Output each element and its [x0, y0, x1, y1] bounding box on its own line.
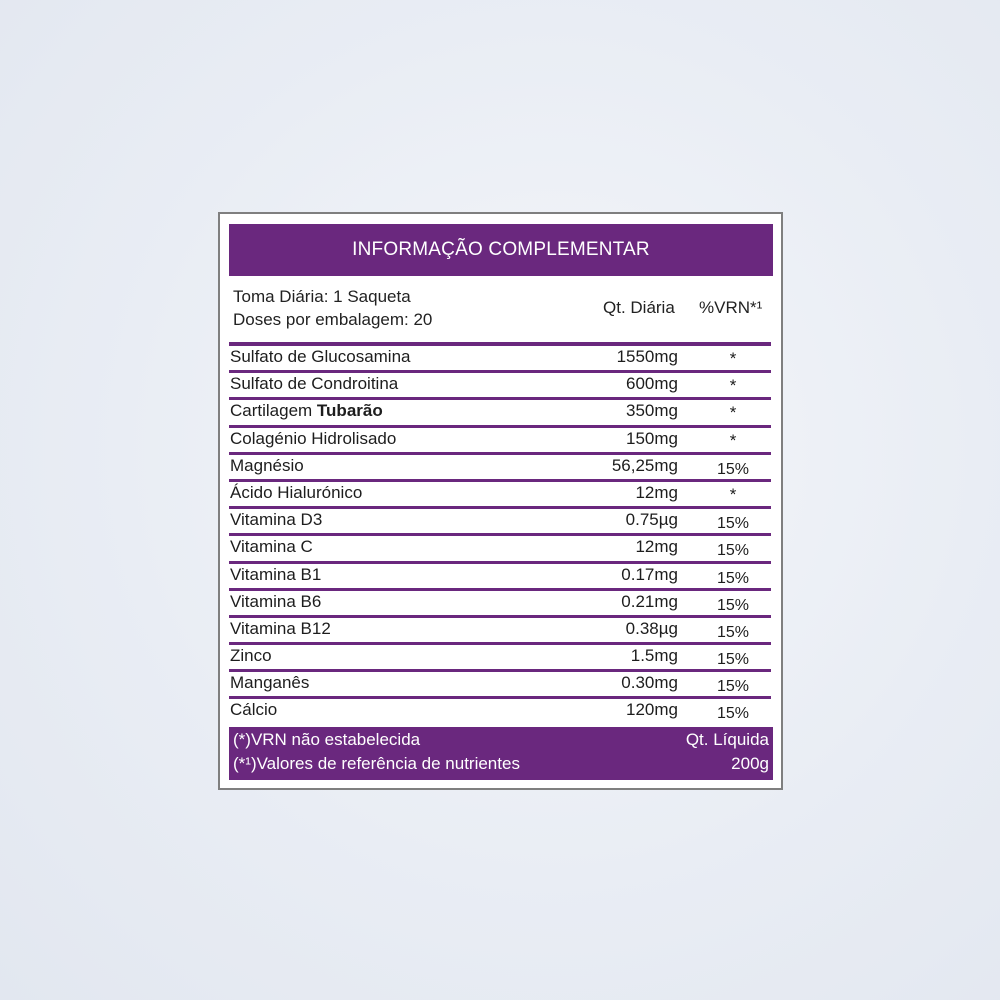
- nutrient-vrn: 15%: [716, 542, 750, 560]
- nutrient-vrn: *: [729, 376, 737, 396]
- table-row: [220, 373, 781, 400]
- label-footer: [229, 727, 773, 780]
- nutrient-vrn: 15%: [716, 623, 750, 641]
- nutrient-name-bold: Tubarão: [316, 401, 383, 421]
- nutrient-vrn: 15%: [716, 705, 750, 723]
- nutrient-name-text: Vitamina D3: [230, 510, 323, 530]
- nutrient-vrn: *: [729, 430, 737, 450]
- nutrient-name: [230, 401, 383, 421]
- nutrient-vrn: 15%: [716, 678, 750, 696]
- nutrient-quantity: 0.21mg: [621, 591, 678, 611]
- table-row: [220, 618, 781, 645]
- footnote-reference: (*¹)Valores de referência de nutrientes: [233, 754, 520, 773]
- nutrient-name: [230, 537, 313, 557]
- nutrient-name: [230, 429, 396, 449]
- table-row: [220, 509, 781, 536]
- nutrient-quantity: 350mg: [626, 401, 678, 421]
- table-row: [220, 564, 781, 591]
- nutrient-quantity: 1.5mg: [630, 646, 678, 666]
- nutrient-name-text: Magnésio: [230, 455, 304, 475]
- nutrient-vrn: 15%: [716, 515, 750, 533]
- serving-info: [233, 285, 432, 331]
- nutrition-label: [218, 212, 783, 790]
- nutrient-vrn: *: [729, 484, 737, 504]
- table-row: [220, 645, 781, 672]
- nutrient-name-text: Cartilagem: [230, 401, 317, 421]
- nutrient-quantity: 12mg: [635, 537, 678, 557]
- net-quantity-label: Qt. Líquida: [685, 730, 769, 749]
- nutrient-name: [230, 510, 322, 530]
- nutrient-name-text: Vitamina B1: [230, 564, 322, 584]
- daily-dose-text: Toma Diária: 1 Saqueta: [233, 287, 411, 306]
- nutrient-table: [220, 346, 781, 727]
- nutrient-name: [230, 646, 272, 666]
- nutrient-name: [230, 619, 331, 639]
- nutrient-name: [230, 673, 309, 693]
- nutrient-quantity: 0.75µg: [625, 510, 678, 530]
- nutrient-name: [230, 565, 321, 585]
- nutrient-quantity: 1550mg: [616, 347, 678, 366]
- nutrient-name: [230, 592, 321, 612]
- nutrient-name-text: Zinco: [230, 646, 272, 666]
- nutrient-name-text: Vitamina B12: [230, 618, 331, 638]
- column-header-vrn: %VRN*¹: [699, 298, 763, 317]
- nutrient-quantity: 12mg: [635, 482, 678, 502]
- nutrient-name-text: Manganês: [230, 673, 310, 693]
- nutrient-quantity: 0.17mg: [621, 564, 678, 584]
- net-quantity-value: 200g: [731, 754, 769, 773]
- nutrient-name-text: Sulfato de Condroitina: [230, 374, 399, 394]
- nutrient-vrn: 15%: [716, 460, 750, 478]
- doses-per-pack-text: Doses por embalagem: 20: [233, 310, 433, 329]
- nutrient-vrn: 15%: [716, 596, 750, 614]
- label-header: [229, 224, 773, 276]
- table-row: [220, 536, 781, 563]
- nutrient-name-text: Colagénio Hidrolisado: [230, 428, 397, 448]
- table-row: [220, 455, 781, 482]
- nutrient-vrn: 15%: [716, 651, 750, 669]
- nutrient-name: [230, 456, 304, 476]
- table-row: [220, 346, 781, 373]
- nutrient-vrn: *: [729, 349, 737, 368]
- table-row: [220, 400, 781, 427]
- nutrient-name: [230, 347, 411, 367]
- nutrient-name: [230, 700, 277, 720]
- nutrient-name-text: Sulfato de Glucosamina: [230, 347, 411, 366]
- nutrient-quantity: 600mg: [626, 374, 678, 394]
- nutrient-name-text: Vitamina C: [230, 537, 313, 557]
- table-row: [220, 672, 781, 699]
- footnote-vrn: (*)VRN não estabelecida: [233, 730, 421, 749]
- table-row: [220, 699, 781, 726]
- table-row: [220, 482, 781, 509]
- nutrient-quantity: 0.30mg: [621, 673, 678, 693]
- nutrient-name: [230, 374, 398, 394]
- nutrient-quantity: 120mg: [626, 700, 678, 720]
- nutrient-vrn: *: [729, 403, 737, 423]
- nutrient-name: [230, 483, 362, 503]
- table-row: [220, 591, 781, 618]
- nutrient-name-text: Vitamina B6: [230, 591, 322, 611]
- nutrient-quantity: 56,25mg: [611, 455, 678, 475]
- nutrient-quantity: 0.38µg: [625, 618, 678, 638]
- nutrient-vrn: 15%: [716, 569, 750, 587]
- column-header-daily-qty: Qt. Diária: [603, 298, 675, 317]
- table-row: [220, 428, 781, 455]
- nutrient-name-text: Ácido Hialurónico: [230, 482, 363, 502]
- nutrient-quantity: 150mg: [626, 428, 678, 448]
- label-title: INFORMAÇÃO COMPLEMENTAR: [352, 239, 650, 260]
- nutrient-name-text: Cálcio: [230, 700, 278, 720]
